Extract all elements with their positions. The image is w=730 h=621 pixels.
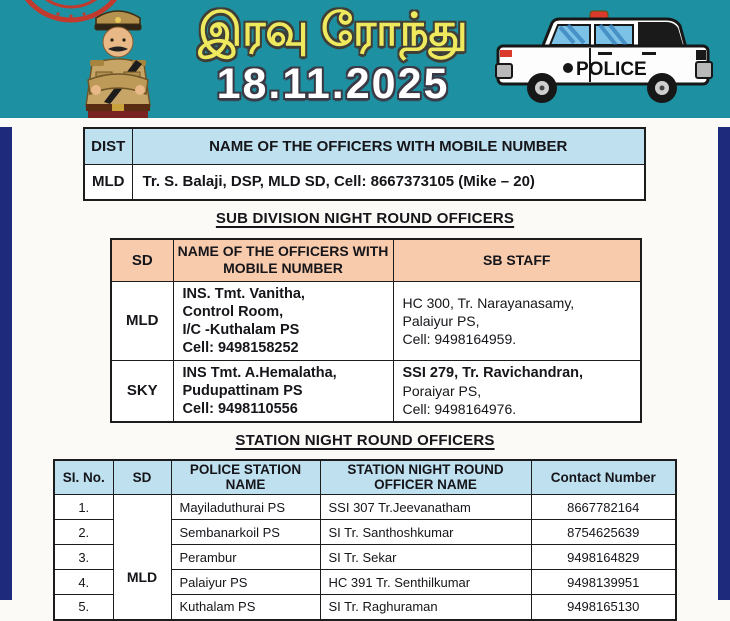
officer-line: Pudupattinam PS — [182, 382, 303, 399]
sb-line: HC 300, Tr. Narayanasamy, — [402, 294, 575, 311]
sb-line: Cell: 9498164959. — [402, 330, 517, 347]
cell-sb-staff — [393, 281, 641, 360]
col-header-sb-staff: SB STAFF — [393, 239, 641, 281]
cell-si: 5. — [54, 595, 113, 620]
col-header-si-no: SI. No. — [54, 460, 113, 495]
cell-station: Kuthalam PS — [171, 595, 320, 620]
table-row — [111, 360, 641, 422]
officer-line: Control Room, — [182, 303, 284, 320]
cell-contact: 9498139951 — [531, 570, 676, 595]
date-text: 18.11.2025 — [216, 60, 450, 108]
sub-division-heading: SUB DIVISION NIGHT ROUND OFFICERS — [215, 210, 515, 227]
vehicle-police-label: POLICE — [576, 59, 647, 80]
col-header-contact: Contact Number — [531, 460, 676, 495]
cell-officer: SSI 307 Tr.Jeevanatham — [320, 495, 531, 520]
police-officer-icon — [52, 2, 184, 118]
officer-line: Cell: 9498158252 — [182, 339, 299, 356]
cell-officer: SI Tr. Santhoshkumar — [320, 520, 531, 545]
cell-officer — [173, 281, 393, 360]
table-header-row — [111, 239, 641, 281]
cell-officer: SI Tr. Raghuraman — [320, 595, 531, 620]
col-header-dist: DIST — [84, 128, 132, 164]
cell-si: 2. — [54, 520, 113, 545]
cell-sd: MLD — [111, 281, 173, 360]
table-header-row — [54, 460, 676, 495]
col-header-sd: SD — [113, 460, 171, 495]
cell-officer — [173, 360, 393, 422]
cell-si: 4. — [54, 570, 113, 595]
col-header-officers: NAME OF THE OFFICERS WITH MOBILE NUMBER — [173, 239, 393, 281]
col-header-round-officer: STATION NIGHT ROUND OFFICER NAME — [320, 460, 531, 495]
banner — [0, 0, 730, 118]
district-officer-table — [83, 127, 646, 201]
officer-line: INS Tmt. A.Hemalatha, — [182, 364, 337, 381]
cell-contact: 9498164829 — [531, 545, 676, 570]
cell-contact: 8754625639 — [531, 520, 676, 545]
table-row — [84, 164, 645, 200]
cell-station: Mayiladuthurai PS — [171, 495, 320, 520]
page-title: இரவு ரோந்து — [198, 4, 468, 55]
table-row — [111, 281, 641, 360]
station-table — [53, 459, 677, 621]
sb-line: Poraiyar PS, — [402, 382, 482, 399]
station-heading: STATION NIGHT ROUND OFFICERS — [235, 431, 495, 449]
table-row — [54, 495, 676, 520]
police-vehicle-icon — [490, 8, 716, 110]
cell-officer: HC 391 Tr. Senthilkumar — [320, 570, 531, 595]
cell-sd-group: MLD — [113, 495, 171, 620]
col-header-police-station: POLICE STATION NAME — [171, 460, 320, 495]
cell-sd: SKY — [111, 360, 173, 422]
sub-division-table — [110, 238, 642, 423]
table-header-row — [84, 128, 645, 164]
cell-officer: SI Tr. Sekar — [320, 545, 531, 570]
cell-officer-name: Tr. S. Balaji, DSP, MLD SD, Cell: 8667373105 (Mike – 20) — [132, 164, 645, 200]
content-area — [0, 127, 730, 615]
officer-line: Cell: 9498110556 — [182, 400, 298, 417]
cell-dist: MLD — [84, 164, 132, 200]
sb-line: Cell: 9498164976. — [402, 400, 517, 417]
officer-line: INS. Tmt. Vanitha, — [182, 285, 305, 302]
cell-station: Palaiyur PS — [171, 570, 320, 595]
cell-sb-staff — [393, 360, 641, 422]
col-header-officer-name: NAME OF THE OFFICERS WITH MOBILE NUMBER — [132, 128, 645, 164]
cell-si: 1. — [54, 495, 113, 520]
cell-contact: 9498165130 — [531, 595, 676, 620]
col-header-sd: SD — [111, 239, 173, 281]
sb-line: SSI 279, Tr. Ravichandran, — [402, 364, 584, 381]
banner-text — [168, 4, 498, 109]
cell-si: 3. — [54, 545, 113, 570]
cell-station: Sembanarkoil PS — [171, 520, 320, 545]
cell-station: Perambur — [171, 545, 320, 570]
cell-contact: 8667782164 — [531, 495, 676, 520]
sb-line: Palaiyur PS, — [402, 312, 480, 329]
officer-line: I/C -Kuthalam PS — [182, 321, 300, 338]
